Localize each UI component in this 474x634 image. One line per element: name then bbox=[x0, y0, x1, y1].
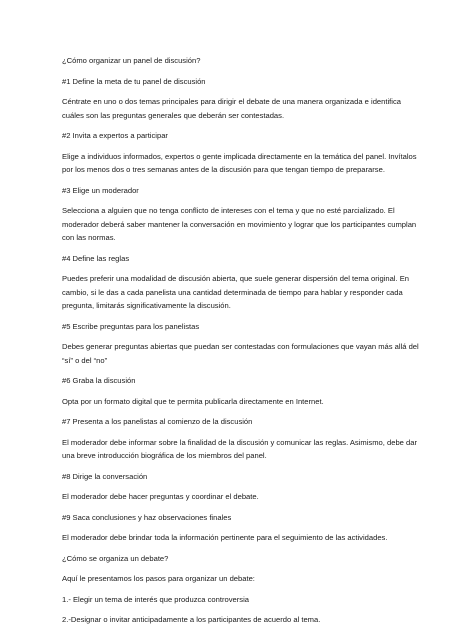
document-title: ¿Cómo organizar un panel de discusión? bbox=[62, 56, 201, 65]
section-7-body: El moderador debe informar sobre la finalidad de la discusión y comunicar las reglas. Asimismo, debe dar una breve introducción biográfica de los miembros del panel. bbox=[62, 437, 417, 460]
debate-step-1: 1.- Elegir un tema de interés que produzca controversia bbox=[62, 594, 249, 604]
debate-question: ¿Cómo se organiza un debate? bbox=[62, 553, 169, 563]
section-4-heading: #4 Define las reglas bbox=[62, 253, 130, 263]
section-1-heading: #1 Define la meta de tu panel de discusión bbox=[62, 76, 206, 86]
section-5-heading: #5 Escribe preguntas para los panelistas bbox=[62, 321, 200, 331]
debate-step-2: 2.-Designar o invitar anticipadamente a los participantes de acuerdo al tema. bbox=[62, 615, 321, 624]
section-8-body: El moderador debe hacer preguntas y coordinar el debate. bbox=[62, 492, 259, 501]
section-2-heading: #2 Invita a expertos a participar bbox=[62, 131, 168, 140]
section-9-body: El moderador debe brindar toda la información pertinente para el seguimiento de las actividades. bbox=[62, 533, 388, 542]
section-6-body: Opta por un formato digital que te permita publicarla directamente en Internet. bbox=[62, 396, 324, 406]
section-3-body: Selecciona a alguien que no tenga conflicto de intereses con el tema y que no esté parcializado. El moderador deberá saber mantener la conversación en movimiento y lograr que los participantes cumplan con las normas. bbox=[62, 206, 417, 242]
section-7-heading: #7 Presenta a los panelistas al comienzo de la discusión bbox=[62, 417, 253, 426]
section-5-body: Debes generar preguntas abiertas que puedan ser contestadas con formulaciones que vayan más allá del “sí” o del “no” bbox=[62, 342, 419, 365]
section-9-heading: #9 Saca conclusiones y haz observaciones finales bbox=[62, 512, 232, 522]
section-4-body: Puedes preferir una modalidad de discusión abierta, que suele generar dispersión del tema original. En cambio, si le das a cada panelista una cantidad determinada de tiempo para hablar y responder cada pregunta, limitarás significativamente la discusión. bbox=[62, 274, 409, 310]
section-3-heading: #3 Elige un moderador bbox=[62, 185, 139, 195]
debate-intro: Aquí le presentamos los pasos para organizar un debate: bbox=[62, 574, 255, 583]
section-6-heading: #6 Graba la discusión bbox=[62, 376, 136, 385]
document-page bbox=[62, 54, 422, 634]
section-1-body: Céntrate en uno o dos temas principales para dirigir el debate de una manera organizada e identifica cuáles son las preguntas generales que deberán ser contestadas. bbox=[62, 97, 401, 120]
section-2-body: Elige a individuos informados, expertos o gente implicada directamente en la temática del panel. Invítalos por los menos dos o tres semanas antes de la discusión para que tengan tiempo de prepararse. bbox=[62, 151, 417, 174]
section-8-heading: #8 Dirige la conversación bbox=[62, 471, 148, 481]
